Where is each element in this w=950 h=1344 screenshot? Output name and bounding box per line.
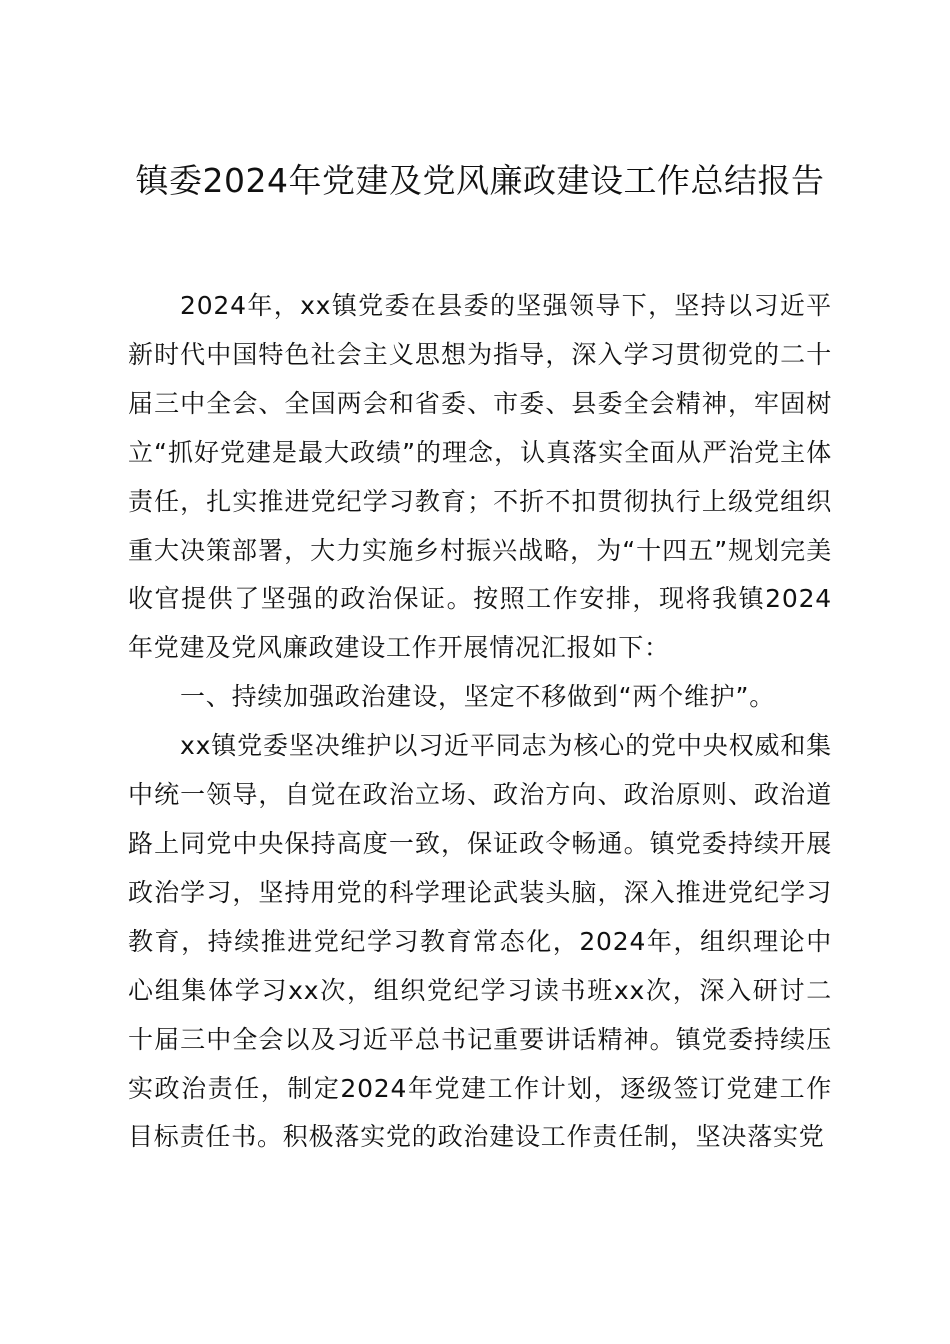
intro-paragraph: 2024年，xx镇党委在县委的坚强领导下，坚持以习近平新时代中国特色社会主义思想为指导，深入学习贯彻党的二十届三中全会、全国两会和省委、市委、县委全会精神，牢固树立“抓好党建是最大政绩”的理念，认真落实全面从严治党主体责任，扎实推进党纪学习教育；不折不扣贯彻执行上级党组织重大决策部署，大力实施乡村振兴战略，为“十四五”规划完美收官提供了坚强的政治保证。按照工作安排，现将我镇2024年党建及党风廉政建设工作开展情况汇报如下：	[128, 291, 832, 663]
section-heading-1: 一、持续加强政治建设，坚定不移做到“两个维护”。	[180, 682, 776, 712]
document-title: 镇委2024年党建及党风廉政建设工作总结报告	[135, 161, 825, 200]
document-body	[128, 282, 832, 1162]
section-1-paragraph: xx镇党委坚决维护以习近平同志为核心的党中央权威和集中统一领导，自觉在政治立场、政治方向、政治原则、政治道路上同党中央保持高度一致，保证政令畅通。镇党委持续开展政治学习，坚持用党的科学理论武装头脑，深入推进党纪学习教育，持续推进党纪学习教育常态化，2024年，组织理论中心组集体学习xx次，组织党纪学习读书班xx次，深入研讨二十届三中全会以及习近平总书记重要讲话精神。镇党委持续压实政治责任，制定2024年党建工作计划，逐级签订党建工作目标责任书。积极落实党的政治建设工作责任制，坚决落实党	[128, 731, 832, 1152]
